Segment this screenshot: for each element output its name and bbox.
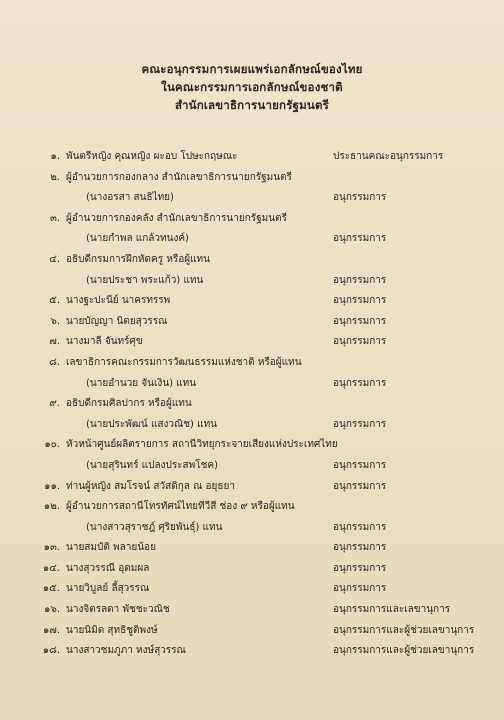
member-name: นางมาลี จันทร์ศุข: [66, 336, 143, 348]
member-name: ผู้อำนวยการกองคลัง สำนักเลขาธิการนายกรัฐมนตรี: [66, 212, 287, 224]
list-item: [0, 168, 504, 189]
member-role: อนุกรรมการ: [333, 542, 387, 554]
member-name: นางฐะปะนีย์ นาครทรรพ: [66, 295, 171, 307]
member-name: นางสุวรรณี อุดมผล: [66, 562, 150, 574]
member-name: ผู้อำนวยการกองกลาง สำนักเลขาธิการนายกรัฐมนตรี: [66, 171, 292, 183]
document-header: [0, 60, 504, 114]
item-number: ๑๘.: [42, 645, 60, 657]
list-item: [0, 559, 504, 580]
list-item: [0, 374, 504, 395]
title-line-2: ในคณะกรรมการเอกลักษณ์ของชาติ: [161, 80, 343, 94]
member-role: อนุกรรมการ: [333, 521, 387, 533]
list-item: [0, 229, 504, 250]
list-item: [0, 579, 504, 600]
title-line-1: คณะอนุกรรมการเผยแพร่เอกลักษณ์ของไทย: [141, 62, 363, 76]
member-name: นางจิตรลดา พัชชะวณิช: [66, 604, 170, 616]
list-item: [0, 394, 504, 415]
member-role: อนุกรรมการ: [333, 562, 387, 574]
item-number: ๑๗.: [42, 624, 60, 636]
member-name: (นางสาวสุราชฎ์ ศุริยพันธุ์) แทน: [86, 521, 223, 533]
member-role: อนุกรรมการ: [333, 377, 387, 389]
item-number: ๘.: [49, 356, 60, 368]
list-item: [0, 456, 504, 477]
list-item: [0, 435, 504, 456]
list-item: [0, 188, 504, 209]
member-name: (นายกำพล แกล้วทนงค์): [86, 233, 189, 245]
member-role: อนุกรรมการ: [333, 315, 387, 327]
member-name: ผู้อำนวยการสถานีโทรทัศน์ไทยทีวีสี ช่อง ๙ หรือผู้แทน: [66, 501, 295, 513]
item-number: ๑๐.: [44, 439, 60, 451]
member-role: อนุกรรมการและเลขานุการ: [333, 604, 451, 616]
member-name: หัวหน้าศูนย์ผลิตรายการ สถานีวิทยุกระจายเสียงแห่งประเทศไทย: [66, 439, 338, 451]
member-name: นายนิมิต สุทธิชูติพงษ์: [66, 624, 158, 636]
member-role: อนุกรรมการ: [333, 274, 387, 286]
item-number: ๓.: [49, 212, 60, 224]
item-number: ๑๑.: [44, 480, 60, 492]
item-number: ๑๔.: [42, 562, 60, 574]
item-number: ๑๕.: [42, 583, 60, 595]
member-name: นายวิบูลย์ ลี้สุวรรณ: [66, 583, 150, 595]
list-item: [0, 250, 504, 271]
member-name: เลขาธิการคณะกรรมการวัฒนธรรมแห่งชาติ หรือผู้แทน: [66, 356, 302, 368]
member-role: อนุกรรมการ: [333, 233, 387, 245]
list-item: [0, 518, 504, 539]
member-role: อนุกรรมการ: [333, 583, 387, 595]
member-role: อนุกรรมการและผู้ช่วยเลขานุการ: [333, 645, 475, 657]
list-item: [0, 477, 504, 498]
member-name: พันตรีหญิง คุณหญิง ผะอบ โปษะกฤษณะ: [66, 151, 238, 162]
member-role: อนุกรรมการ: [333, 480, 387, 492]
member-role: อนุกรรมการ: [333, 295, 387, 307]
member-name: นายบัญญา นิตยสุวรรณ: [66, 315, 168, 327]
item-number: ๑๒.: [43, 501, 60, 513]
member-role: อนุกรรมการ: [333, 418, 387, 430]
list-item: [0, 353, 504, 374]
list-item: [0, 641, 504, 662]
member-list: [0, 147, 504, 662]
member-role: อนุกรรมการ: [333, 336, 387, 348]
item-number: ๑๖.: [44, 604, 60, 616]
item-number: ๑๓.: [43, 542, 60, 554]
list-item: [0, 621, 504, 642]
list-item: [0, 538, 504, 559]
member-role: ประธานคณะอนุกรรมการ: [333, 151, 444, 162]
item-number: ๕.: [49, 295, 60, 307]
member-role: อนุกรรมการและผู้ช่วยเลขานุการ: [333, 624, 475, 636]
list-item: [0, 147, 504, 168]
member-role: อนุกรรมการ: [333, 192, 387, 204]
member-name: (นางอรสา สนธิไทย): [86, 192, 174, 204]
member-name: ท่านผู้หญิง สมโรจน์ สวัสดิกุล ณ อยุธยา: [66, 480, 235, 492]
item-number: ๖.: [50, 315, 60, 327]
member-role: อนุกรรมการ: [333, 459, 387, 471]
list-item: [0, 497, 504, 518]
list-item: [0, 312, 504, 333]
item-number: ๑.: [50, 151, 60, 162]
member-name: นายสมบัติ พลายน้อย: [66, 542, 156, 554]
list-item: [0, 291, 504, 312]
title-line-3: สำนักเลขาธิการนายกรัฐมนตรี: [174, 98, 330, 112]
item-number: ๒.: [50, 171, 60, 183]
list-item: [0, 600, 504, 621]
member-name: (นายอำนวย จันเงิน) แทน: [86, 377, 197, 389]
member-name: (นายประชา พระแก้ว) แทน: [86, 274, 204, 286]
item-number: ๔.: [49, 253, 60, 265]
list-item: [0, 332, 504, 353]
member-name: อธิบดีกรมการฝึกหัดครู หรือผู้แทน: [66, 253, 210, 265]
member-name: (นายสุรินทร์ แปลงประสพโชค): [86, 459, 219, 471]
member-name: อธิบดีกรมศิลปากร หรือผู้แทน: [66, 398, 192, 410]
list-item: [0, 271, 504, 292]
list-item: [0, 209, 504, 230]
item-number: ๗.: [49, 336, 60, 348]
member-name: นางสาวชมภูภา หงษ์สุวรรณ: [66, 645, 186, 657]
member-name: (นายประพัฒน์ แสงวณิช) แทน: [86, 418, 218, 430]
list-item: [0, 415, 504, 436]
item-number: ๙.: [49, 398, 60, 410]
